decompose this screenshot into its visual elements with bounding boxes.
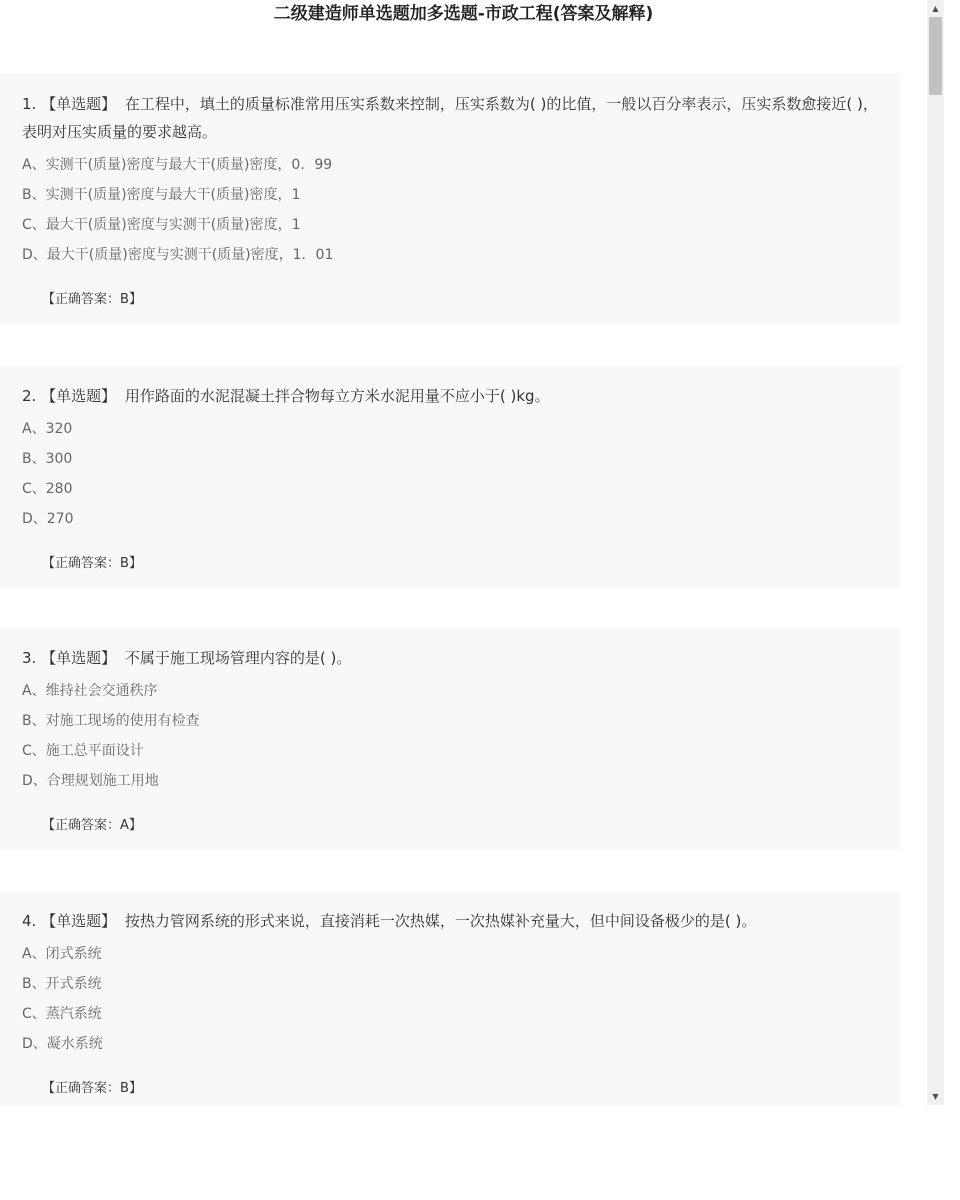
- triangle-up-icon[interactable]: ▲: [932, 4, 939, 13]
- question-card-1: [0, 74, 900, 324]
- correct-answer: [22, 814, 880, 838]
- question-number: 3.: [22, 649, 37, 667]
- question-text: [22, 907, 880, 935]
- answer-suffix: 】: [128, 292, 142, 307]
- question-number: 2.: [22, 387, 37, 405]
- option-c: C、最大干(质量)密度与实测干(质量)密度，1: [22, 217, 301, 233]
- option-b: B、对施工现场的使用有检查: [22, 713, 200, 729]
- option-d: D、合理规划施工用地: [22, 773, 159, 789]
- option-d: D、最大干(质量)密度与实测干(质量)密度，1．01: [22, 247, 334, 263]
- question-body: 按热力管网系统的形式来说，直接消耗一次热媒，一次热媒补充量大，但中间设备极少的是( )。: [124, 912, 757, 930]
- answer-suffix: 】: [128, 556, 142, 571]
- triangle-down-icon[interactable]: ▼: [932, 1092, 939, 1101]
- option-a: A、实测干(质量)密度与最大干(质量)密度，0．99: [22, 157, 333, 173]
- vertical-scrollbar[interactable]: [927, 0, 944, 1105]
- answer-value: B: [120, 1081, 129, 1096]
- answer-prefix: 【正确答案：: [42, 1081, 121, 1096]
- blank-area: [0, 1105, 960, 1200]
- question-body: 用作路面的水泥混凝土拌合物每立方米水泥用量不应小于( )kg。: [124, 387, 550, 405]
- question-text: [22, 90, 880, 146]
- question-card-4: [0, 891, 900, 1105]
- correct-answer: [22, 288, 880, 312]
- option-a: A、维持社会交通秩序: [22, 683, 158, 699]
- question-type: 【单选题】: [41, 95, 117, 113]
- correct-answer: [22, 552, 880, 576]
- question-number: 1.: [22, 95, 37, 113]
- option-d: D、凝水系统: [22, 1036, 103, 1052]
- page-title: 二级建造师单选题加多选题-市政工程(答案及解释): [273, 4, 654, 24]
- question-card-3: [0, 628, 900, 850]
- question-card-2: [0, 366, 900, 587]
- answer-value: B: [120, 556, 129, 571]
- option-a: A、闭式系统: [22, 946, 102, 962]
- answer-prefix: 【正确答案：: [42, 818, 121, 833]
- question-type: 【单选题】: [41, 912, 117, 930]
- answer-value: A: [120, 818, 129, 833]
- question-type: 【单选题】: [41, 649, 117, 667]
- option-c: C、280: [22, 481, 73, 497]
- question-number: 4.: [22, 912, 37, 930]
- option-d: D、270: [22, 511, 74, 527]
- correct-answer: [22, 1077, 880, 1101]
- question-text: [22, 644, 880, 672]
- scrollbar-thumb[interactable]: [929, 17, 942, 95]
- answer-prefix: 【正确答案：: [42, 556, 121, 571]
- answer-suffix: 】: [128, 818, 142, 833]
- question-type: 【单选题】: [41, 387, 117, 405]
- option-b: B、实测干(质量)密度与最大干(质量)密度，1: [22, 187, 301, 203]
- option-a: A、320: [22, 421, 73, 437]
- option-b: B、开式系统: [22, 976, 102, 992]
- option-b: B、300: [22, 451, 73, 467]
- answer-prefix: 【正确答案：: [42, 292, 121, 307]
- option-c: C、蒸汽系统: [22, 1006, 102, 1022]
- question-text: [22, 382, 880, 410]
- option-c: C、施工总平面设计: [22, 743, 144, 759]
- question-body: 不属于施工现场管理内容的是( )。: [124, 649, 352, 667]
- answer-value: B: [120, 292, 129, 307]
- question-body: 在工程中，填土的质量标准常用压实系数来控制，压实系数为( )的比值，一般以百分率表示，压实系数愈接近( )，表明对压实质量的要求越高。: [22, 95, 878, 141]
- answer-suffix: 】: [128, 1081, 142, 1096]
